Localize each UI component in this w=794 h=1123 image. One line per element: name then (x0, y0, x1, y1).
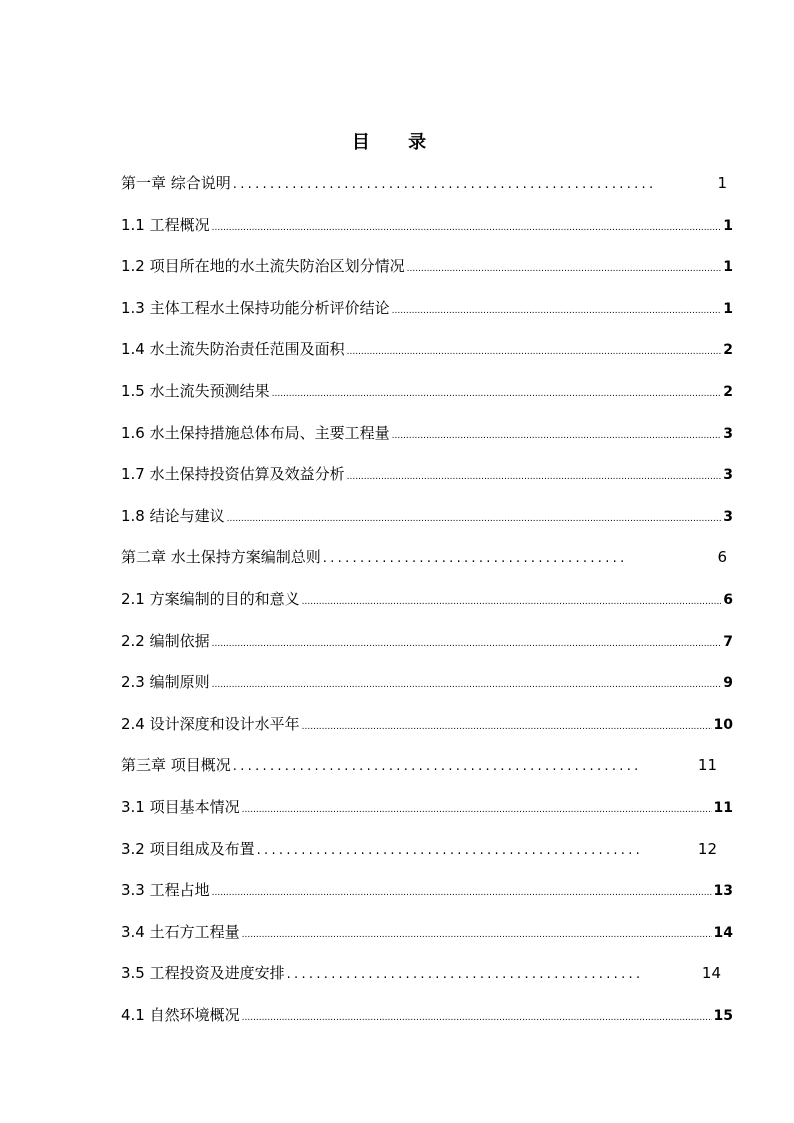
dot-leader (392, 294, 722, 328)
toc-entry-label: 1.3 主体工程水土保持功能分析评价结论 (121, 298, 390, 317)
toc-entry-2-1[interactable] (121, 582, 733, 624)
toc-entry-page: 3 (723, 425, 733, 442)
dot-leader (287, 958, 642, 992)
toc-entry-page: 2 (723, 383, 733, 400)
dot-leader (272, 377, 722, 411)
dot-leader (242, 918, 712, 952)
dot-leader (347, 335, 722, 369)
toc-entry-4-1[interactable] (121, 998, 733, 1040)
toc-entry-1-3[interactable] (121, 291, 733, 333)
toc-entry-label: 4.1 自然环境概况 (121, 1005, 240, 1024)
toc-entry-label: 第二章 水土保持方案编制总则 (121, 548, 321, 567)
toc-entry-page: 1 (723, 300, 733, 317)
toc-title: 目 录 (351, 132, 443, 153)
toc-entry-label: 1.2 项目所在地的水土流失防治区划分情况 (121, 257, 405, 276)
toc-entry-3-2[interactable] (121, 832, 733, 874)
toc-entry-1-7[interactable] (121, 457, 733, 499)
toc-entry-chapter-1[interactable] (121, 166, 733, 208)
dot-leader (212, 627, 722, 661)
toc-entry-page: 9 (723, 675, 733, 692)
toc-entry-2-4[interactable] (121, 707, 733, 749)
toc-entry-label: 2.1 方案编制的目的和意义 (121, 589, 300, 608)
toc-entry-page: 15 (713, 1007, 733, 1024)
dot-leader (407, 252, 722, 286)
toc-entry-page: 6 (723, 591, 733, 608)
dot-leader (392, 419, 722, 453)
toc-entry-3-3[interactable] (121, 873, 733, 915)
toc-entry-3-4[interactable] (121, 915, 733, 957)
toc-entry-label: 3.2 项目组成及布置 (121, 839, 255, 858)
dot-leader (233, 750, 638, 784)
toc-entry-1-4[interactable] (121, 332, 733, 374)
toc-entry-label: 1.1 工程概况 (121, 215, 210, 234)
toc-entry-label: 1.4 水土流失防治责任范围及面积 (121, 340, 345, 359)
toc-entry-1-1[interactable] (121, 208, 733, 250)
dot-leader (212, 668, 722, 702)
toc-entry-page: 1 (717, 174, 727, 192)
toc-entry-1-6[interactable] (121, 416, 733, 458)
toc-entry-2-2[interactable] (121, 624, 733, 666)
dot-leader (347, 460, 722, 494)
toc-entry-page: 1 (723, 217, 733, 234)
toc-entry-label: 第三章 项目概况 (121, 756, 231, 775)
toc-entry-label: 1.5 水土流失预测结果 (121, 381, 270, 400)
table-of-contents (121, 166, 733, 1039)
toc-entry-label: 第一章 综合说明 (121, 174, 231, 192)
dot-leader (212, 211, 722, 245)
toc-entry-page: 13 (713, 883, 733, 900)
dot-leader (227, 502, 722, 536)
dot-leader (242, 1001, 712, 1035)
toc-entry-page: 1 (723, 259, 733, 276)
toc-entry-3-5[interactable] (121, 956, 733, 998)
toc-entry-1-5[interactable] (121, 374, 733, 416)
dot-leader (323, 542, 623, 576)
toc-entry-page: 7 (723, 633, 733, 650)
toc-entry-label: 3.1 项目基本情况 (121, 797, 240, 816)
toc-entry-1-8[interactable] (121, 499, 733, 541)
toc-entry-page: 6 (717, 548, 727, 567)
dot-leader (257, 834, 642, 868)
toc-entry-page: 12 (697, 839, 717, 858)
toc-entry-chapter-3[interactable] (121, 748, 733, 790)
toc-entry-label: 2.2 编制依据 (121, 631, 210, 650)
toc-entry-page: 11 (697, 756, 717, 775)
toc-entry-page: 3 (723, 467, 733, 484)
toc-entry-label: 3.5 工程投资及进度安排 (121, 964, 285, 983)
dot-leader (242, 793, 712, 827)
toc-entry-page: 14 (713, 924, 733, 941)
toc-entry-2-3[interactable] (121, 665, 733, 707)
toc-entry-label: 1.8 结论与建议 (121, 506, 225, 525)
toc-entry-page: 2 (723, 342, 733, 359)
toc-entry-page: 11 (713, 799, 733, 816)
toc-entry-label: 2.4 设计深度和设计水平年 (121, 714, 300, 733)
toc-entry-label: 3.4 土石方工程量 (121, 922, 240, 941)
toc-entry-label: 2.3 编制原则 (121, 673, 210, 692)
dot-leader (302, 585, 722, 619)
dot-leader (302, 710, 712, 744)
dot-leader (233, 168, 653, 202)
toc-entry-label: 1.7 水土保持投资估算及效益分析 (121, 465, 345, 484)
toc-entry-page: 10 (713, 716, 733, 733)
toc-entry-page: 14 (701, 964, 721, 983)
toc-entry-1-2[interactable] (121, 249, 733, 291)
dot-leader (212, 876, 712, 910)
toc-entry-label: 1.6 水土保持措施总体布局、主要工程量 (121, 423, 390, 442)
toc-entry-3-1[interactable] (121, 790, 733, 832)
toc-entry-label: 3.3 工程占地 (121, 881, 210, 900)
toc-entry-chapter-2[interactable] (121, 540, 733, 582)
toc-entry-page: 3 (723, 508, 733, 525)
